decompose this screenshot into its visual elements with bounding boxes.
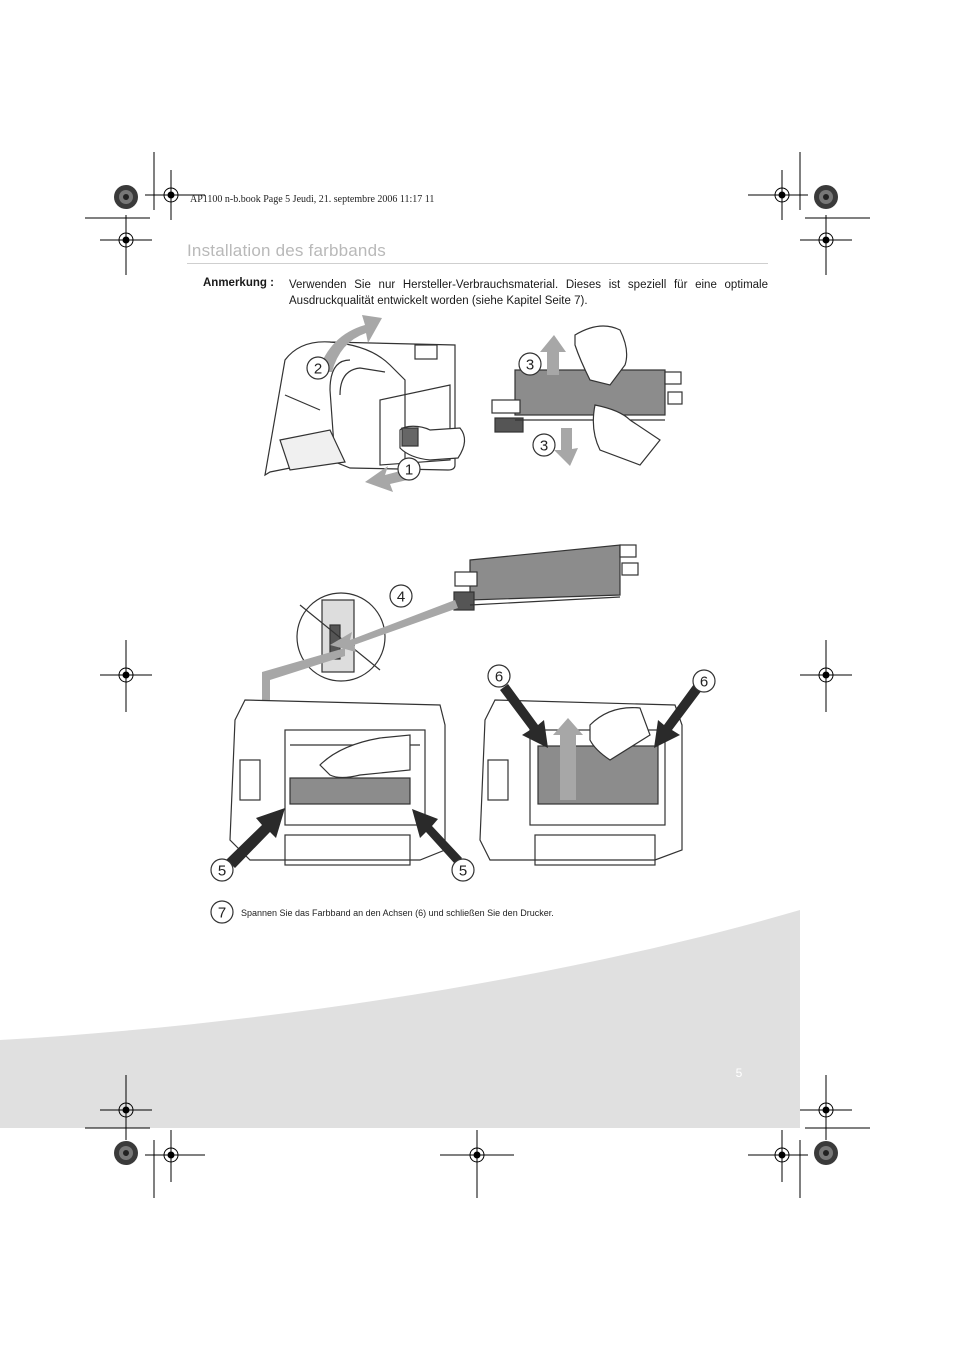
step7-instruction: Spannen Sie das Farbband an den Achsen (6) und schließen Sie den Drucker. bbox=[241, 908, 554, 918]
note-text: Verwenden Sie nur Hersteller-Verbrauchsmaterial. Dieses ist speziell für eine optimale Ausdruckqualität entwickelt worden (siehe Kapitel Seite 7). bbox=[289, 279, 768, 307]
step-number-4: 4 bbox=[396, 588, 406, 606]
step-number-6b: 6 bbox=[699, 673, 709, 691]
step-number-6a: 6 bbox=[494, 668, 504, 686]
step-number-1: 1 bbox=[404, 461, 414, 479]
step-number-5a: 5 bbox=[217, 862, 227, 880]
step-number-3b: 3 bbox=[539, 437, 549, 455]
step-number-7: 7 bbox=[217, 904, 227, 922]
note-label: Anmerkung : bbox=[203, 277, 274, 289]
step-number-2: 2 bbox=[313, 360, 323, 378]
title-rule bbox=[187, 263, 768, 264]
step-number-3a: 3 bbox=[525, 356, 535, 374]
step-number-5b: 5 bbox=[458, 862, 468, 880]
page-number: 5 bbox=[735, 1066, 743, 1080]
section-title: Installation des farbbands bbox=[187, 241, 386, 260]
book-slug: AP1100 n-b.book Page 5 Jeudi, 21. septembre 2006 11:17 11 bbox=[190, 194, 435, 205]
